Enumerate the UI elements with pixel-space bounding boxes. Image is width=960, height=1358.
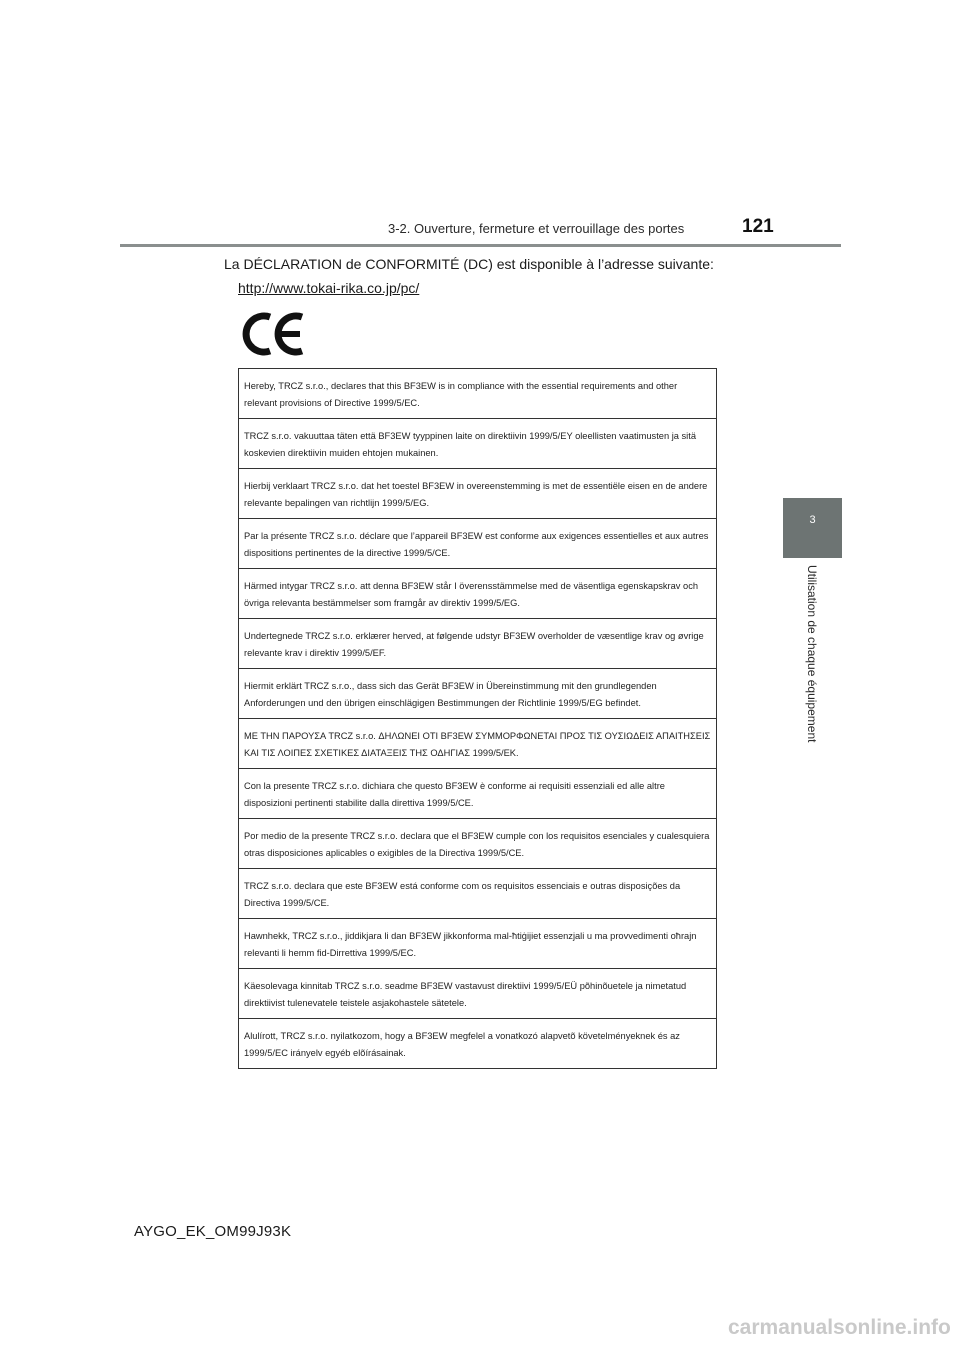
declaration-portuguese: TRCZ s.r.o. declara que este BF3EW está conforme com os requisitos essenciais e outras disposições da Directiva 1999/5/CE.	[239, 869, 717, 919]
page-number: 121	[742, 216, 774, 237]
table-row	[239, 769, 717, 819]
conformity-intro: La DÉCLARATION de CONFORMITÉ (DC) est disponible à l’adresse suivante:	[224, 256, 714, 272]
declaration-greek: ΜΕ ΤΗΝ ΠΑΡΟΥΣΑ TRCZ s.r.o. ΔΗΛΩΝΕΙ ΟΤΙ BF3EW ΣΥΜΜΟΡΦΩΝΕΤΑΙ ΠΡΟΣ ΤΙΣ ΟΥΣΙΩΔΕΙΣ ΑΠΑΙΤΗΣΕΙΣ ΚΑΙ ΤΙΣ ΛΟΙΠΕΣ ΣΧΕΤΙΚΕΣ ΔΙΑΤΑΞΕΙΣ ΤΗΣ ΟΔΗΓΙΑΣ 1999/5/ΕΚ.	[239, 719, 717, 769]
declaration-spanish: Por medio de la presente TRCZ s.r.o. declara que el BF3EW cumple con los requisitos esenciales y cualesquiera otras disposiciones aplicables o exigibles de la Directiva 1999/5/CE.	[239, 819, 717, 869]
table-row	[239, 569, 717, 619]
declaration-english: Hereby, TRCZ s.r.o., declares that this BF3EW is in compliance with the essential requirements and other relevant provisions of Directive 1999/5/EC.	[239, 369, 717, 419]
table-row	[239, 369, 717, 419]
section-title: 3-2. Ouverture, fermeture et verrouillage des portes	[388, 221, 685, 236]
declaration-estonian: Käesolevaga kinnitab TRCZ s.r.o. seadme BF3EW vastavust direktiivi 1999/5/EÜ põhinõuetele ja nimetatud direktiivist tulenevatele teistele asjakohastele sätetele.	[239, 969, 717, 1019]
declaration-hungarian: Alulírott, TRCZ s.r.o. nyilatkozom, hogy a BF3EW megfelel a vonatkozó alapvetõ követelményeknek és az 1999/5/EC irányelv egyéb elõírásainak.	[239, 1019, 717, 1069]
table-row	[239, 869, 717, 919]
table-row	[239, 819, 717, 869]
chapter-tab	[783, 498, 842, 558]
table-row	[239, 419, 717, 469]
declaration-german: Hiermit erklärt TRCZ s.r.o., dass sich das Gerät BF3EW in Übereinstimmung mit den grundlegenden Anforderungen und den übrigen einschlägigen Bestimmungen der Richtlinie 1999/5/EG befindet.	[239, 669, 717, 719]
table-row	[239, 1019, 717, 1069]
declaration-danish: Undertegnede TRCZ s.r.o. erklærer herved, at følgende udstyr BF3EW overholder de væsentlige krav og øvrige relevante krav i direktiv 1999/5/EF.	[239, 619, 717, 669]
header-divider	[120, 244, 841, 247]
watermark: carmanualsonline.info	[728, 1316, 951, 1339]
table-row	[239, 719, 717, 769]
declaration-french: Par la présente TRCZ s.r.o. déclare que l’appareil BF3EW est conforme aux exigences essentielles et aux autres dispositions pertinentes de la directive 1999/5/CE.	[239, 519, 717, 569]
table-row	[239, 969, 717, 1019]
table-row	[239, 919, 717, 969]
declaration-swedish: Härmed intygar TRCZ s.r.o. att denna BF3EW står I överensstämmelse med de väsentliga egenskapskrav och övriga relevanta bestämmelser som framgår av direktiv 1999/5/EG.	[239, 569, 717, 619]
chapter-label: Utilisation de chaque équipement	[805, 565, 819, 743]
table-row	[239, 469, 717, 519]
chapter-number: 3	[809, 514, 816, 526]
table-row	[239, 669, 717, 719]
table-row	[239, 519, 717, 569]
declarations-table	[238, 368, 717, 1069]
table-row	[239, 619, 717, 669]
declaration-italian: Con la presente TRCZ s.r.o. dichiara che questo BF3EW è conforme ai requisiti essenziali ed alle altre disposizioni pertinenti stabilite dalla direttiva 1999/5/CE.	[239, 769, 717, 819]
declaration-dutch: Hierbij verklaart TRCZ s.r.o. dat het toestel BF3EW in overeenstemming is met de essentiële eisen en de andere relevante bepalingen van richtlijn 1999/5/EG.	[239, 469, 717, 519]
declaration-maltese: Hawnhekk, TRCZ s.r.o., jiddikjara li dan BF3EW jikkonforma mal-ħtiġijiet essenzjali u ma provvedimenti oħrajn relevanti li hemm fid-Dirrettiva 1999/5/EC.	[239, 919, 717, 969]
manual-code: AYGO_EK_OM99J93K	[134, 1223, 292, 1240]
declaration-finnish: TRCZ s.r.o. vakuuttaa täten että BF3EW tyyppinen laite on direktiivin 1999/5/EY oleellisten vaatimusten ja sitä koskevien direktiivin muiden ehtojen mukainen.	[239, 419, 717, 469]
ce-mark-icon	[240, 311, 306, 357]
conformity-link[interactable]: http://www.tokai-rika.co.jp/pc/	[238, 280, 420, 296]
